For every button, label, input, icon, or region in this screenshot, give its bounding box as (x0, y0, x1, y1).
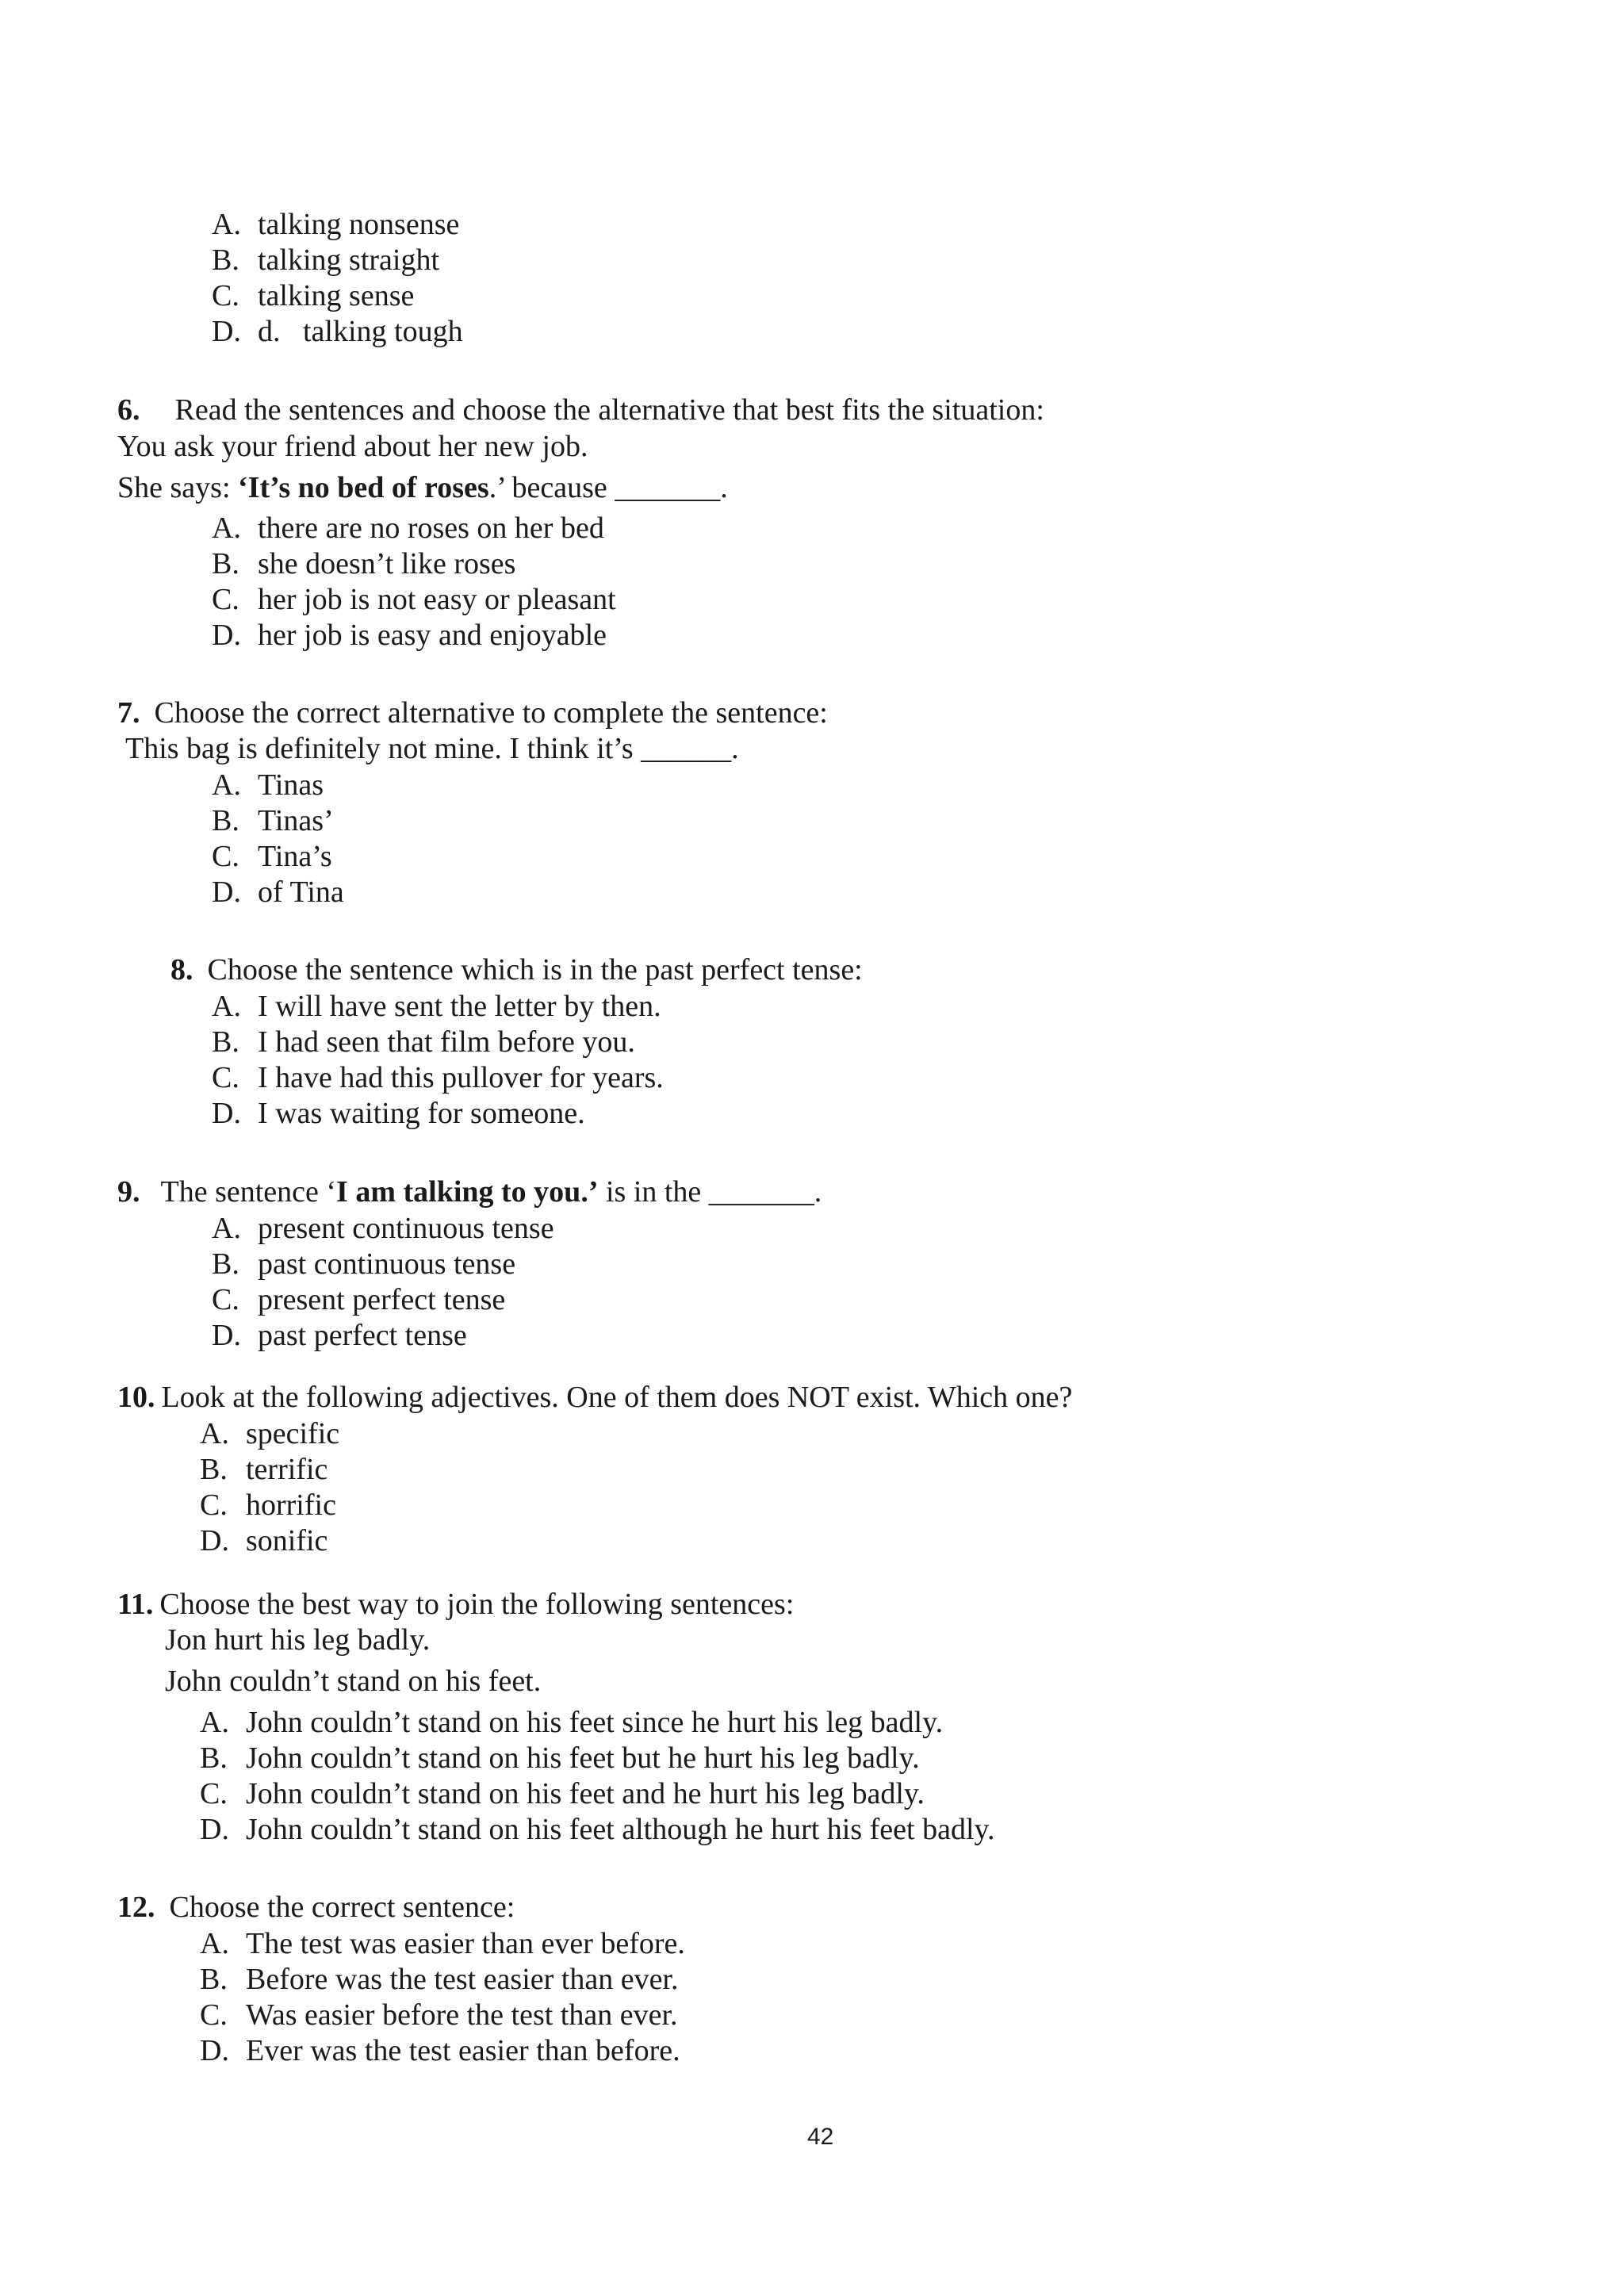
question-number: 11. (117, 1588, 154, 1621)
option-text: d. talking tough (258, 315, 463, 348)
q9-option-c (212, 1285, 505, 1315)
option-text: I was waiting for someone. (258, 1097, 585, 1130)
quote-prefix: She says: (117, 471, 238, 504)
q7-option-b (212, 806, 334, 836)
option-letter: A. (200, 1706, 229, 1739)
option-letter: B. (200, 1741, 228, 1775)
question-number: 10. (117, 1381, 155, 1414)
quote-suffix: .’ because _______. (488, 471, 728, 504)
option-text: past perfect tense (258, 1319, 467, 1352)
prompt-prefix: The sentence ‘ (160, 1175, 337, 1209)
option-text: she doesn’t like roses (258, 547, 516, 580)
q8-prompt (170, 955, 863, 985)
q9-option-a (212, 1213, 554, 1243)
option-text: sonific (246, 1524, 328, 1557)
q6-option-c (212, 584, 616, 615)
q6-situation: You ask your friend about her new job. (117, 430, 588, 463)
option-letter: B. (212, 547, 239, 580)
option-letter: C. (200, 1777, 228, 1810)
q8-option-c (212, 1063, 664, 1093)
option-text: John couldn’t stand on his feet but he hurt his leg badly. (246, 1741, 920, 1775)
option-letter: A. (212, 768, 241, 802)
q9-prompt (117, 1177, 822, 1207)
option-text: Ever was the test easier than before. (246, 2034, 680, 2067)
q7-prompt (117, 698, 828, 728)
q6-option-a (212, 513, 604, 543)
question-text: Choose the correct sentence: (169, 1891, 515, 1924)
option-text: Tinas’ (258, 804, 334, 837)
q7-option-c (212, 841, 332, 872)
question-number: 7. (117, 696, 140, 730)
q11-option-d (200, 1814, 995, 1845)
q6-option-d (212, 620, 607, 650)
option-letter: B. (200, 1963, 228, 1996)
option-letter: D. (212, 315, 241, 348)
option-text: her job is not easy or pleasant (258, 583, 616, 616)
question-number: 6. (117, 393, 140, 427)
option-text: talking sense (258, 279, 415, 312)
q7-option-a (212, 770, 324, 800)
option-letter: D. (212, 1319, 241, 1352)
option-text: The test was easier than ever before. (246, 1927, 685, 1960)
q12-prompt (117, 1892, 515, 1922)
option-text: Tinas (258, 768, 324, 802)
q11-sentence-2: John couldn’t stand on his feet. (165, 1665, 542, 1698)
question-text: Choose the correct alternative to complete the sentence: (154, 696, 828, 730)
option-letter: A. (212, 990, 241, 1023)
option-text: Tina’s (258, 840, 332, 873)
option-letter: C. (212, 583, 239, 616)
q5-option-c (212, 281, 414, 311)
option-letter: A. (200, 1927, 229, 1960)
option-letter: B. (200, 1453, 228, 1486)
q6-quote (117, 473, 728, 503)
q12-option-c (200, 2000, 678, 2030)
q11-option-a (200, 1707, 943, 1737)
q10-option-a (200, 1419, 339, 1449)
q10-option-d (200, 1526, 327, 1556)
option-letter: C. (212, 1283, 239, 1316)
q11-prompt (117, 1589, 794, 1619)
option-letter: D. (212, 875, 241, 909)
question-text: Choose the sentence which is in the past perfect tense: (207, 953, 863, 987)
option-text: there are no roses on her bed (258, 511, 604, 545)
q7-sentence: This bag is definitely not mine. I think it’s ______. (125, 732, 739, 765)
q5-option-a (212, 209, 459, 239)
q6-option-b (212, 549, 515, 579)
option-letter: A. (212, 208, 241, 241)
option-text: John couldn’t stand on his feet and he hurt his leg badly. (246, 1777, 925, 1810)
option-letter: B. (212, 1025, 239, 1059)
q12-option-b (200, 1964, 679, 1994)
q10-prompt (117, 1382, 1072, 1412)
option-text: Was easier before the test than ever. (246, 1998, 678, 2032)
option-text: specific (246, 1417, 340, 1450)
option-text: I had seen that film before you. (258, 1025, 635, 1059)
question-text: Look at the following adjectives. One of them does NOT exist. Which one? (161, 1381, 1073, 1414)
q8-option-b (212, 1027, 635, 1057)
option-letter: C. (200, 1488, 228, 1522)
quote-bold: ‘It’s no bed of roses (238, 471, 489, 504)
option-text: present perfect tense (258, 1283, 506, 1316)
option-text: I have had this pullover for years. (258, 1061, 664, 1094)
q12-option-a (200, 1929, 685, 1959)
question-text: Choose the best way to join the following sentences: (159, 1588, 795, 1621)
option-letter: D. (212, 619, 241, 652)
q5-option-b (212, 245, 439, 275)
q12-option-d (200, 2036, 680, 2066)
q10-option-b (200, 1454, 327, 1485)
question-text: Read the sentences and choose the alternative that best fits the situation: (174, 393, 1044, 427)
q8-option-a (212, 991, 661, 1021)
option-text: John couldn’t stand on his feet although he hurt his feet badly. (246, 1813, 995, 1846)
prompt-bold: I am talking to you.’ (336, 1175, 599, 1209)
q11-sentence-1: Jon hurt his leg badly. (165, 1623, 431, 1657)
q9-option-d (212, 1320, 467, 1350)
q11-option-c (200, 1779, 925, 1809)
option-letter: D. (212, 1097, 241, 1130)
option-letter: A. (212, 511, 241, 545)
option-text: talking nonsense (258, 208, 460, 241)
option-text: John couldn’t stand on his feet since he hurt his leg badly. (246, 1706, 944, 1739)
option-text: of Tina (258, 875, 344, 909)
option-letter: A. (200, 1417, 229, 1450)
q5-option-d (212, 316, 463, 347)
option-text: horrific (246, 1488, 336, 1522)
option-letter: D. (200, 2034, 229, 2067)
option-text: past continuous tense (258, 1247, 516, 1281)
option-letter: B. (212, 243, 239, 277)
option-text: I will have sent the letter by then. (258, 990, 661, 1023)
option-text: talking straight (258, 243, 440, 277)
option-letter: C. (200, 1998, 228, 2032)
option-letter: C. (212, 1061, 239, 1094)
q10-option-c (200, 1490, 336, 1520)
option-letter: D. (200, 1813, 229, 1846)
prompt-suffix: is in the _______. (598, 1175, 822, 1209)
option-text: terrific (246, 1453, 328, 1486)
option-text: present continuous tense (258, 1212, 554, 1245)
option-letter: A. (212, 1212, 241, 1245)
option-letter: B. (212, 1247, 239, 1281)
option-text: Before was the test easier than ever. (246, 1963, 679, 1996)
q11-option-b (200, 1743, 920, 1773)
question-number: 12. (117, 1891, 155, 1924)
q9-option-b (212, 1249, 515, 1279)
q6-prompt (117, 395, 1044, 425)
option-letter: C. (212, 840, 239, 873)
question-number: 9. (117, 1175, 140, 1209)
page-number: 42 (807, 2124, 834, 2150)
q8-option-d (212, 1098, 585, 1128)
option-letter: D. (200, 1524, 229, 1557)
option-letter: C. (212, 279, 239, 312)
option-letter: B. (212, 804, 239, 837)
question-number: 8. (170, 953, 193, 987)
q7-option-d (212, 877, 344, 907)
option-text: her job is easy and enjoyable (258, 619, 607, 652)
